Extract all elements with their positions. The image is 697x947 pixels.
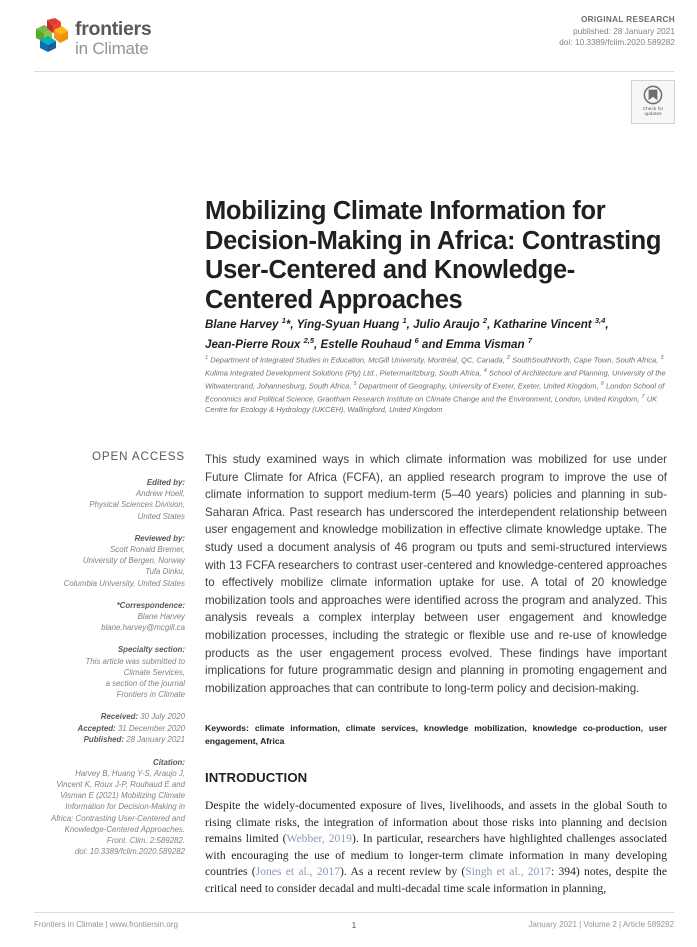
specialty-line-2: Climate Services,	[123, 667, 185, 677]
received-date	[30, 711, 185, 722]
footer-volume-article: January 2021 | Volume 2 | Article 589282	[528, 920, 674, 929]
reviewed-by-group	[30, 533, 185, 589]
check-updates-line2: updates	[644, 111, 662, 117]
edited-by-group	[30, 477, 185, 522]
affiliations: $^1$ Department of Integrated Studies in Education, McGill University, Montréal, QC, Canada, $^2$ SouthSouthNorth, Cape Town, South Africa, $^3$ Kulima Integrated Development Solutions (Pty) Ltd., Pietermaritzburg, South Africa, $^4$ School of Architecture and Planning, University of the Witwatersrand, Johannesburg, South Africa, $^5$ Department of Geography, University of Exeter, Exeter, United Kingdom, $^6$ London School of Economics and Political Science, Grantham Research Institute on Climate Change and the Environment, London, United Kingdom, $^7$ UK Centre for Ecology & Hydrology (UKCEH), Wallingford, United Kingdom	[205, 355, 666, 415]
citation-line-1: Harvey B, Huang Y-S, Araujo J,	[75, 768, 185, 778]
received-label: Received:	[100, 712, 139, 722]
author-line-2: Jean-Pierre Roux $^{2,5}$, Estelle Rouhaud $^6$ and Emma Visman $^7$	[205, 336, 532, 352]
specialty-section-group	[30, 644, 185, 700]
doi-label[interactable]: doi: 10.3389/fclim.2020.589282	[559, 38, 675, 47]
correspondence-group	[30, 600, 185, 634]
author-list	[205, 313, 667, 354]
logo-brand-text: frontiers	[75, 18, 152, 40]
correspondence-label: *Correspondence:	[116, 600, 185, 610]
specialty-line-4: Frontiers in Climate	[116, 690, 185, 700]
reviewed-by-label: Reviewed by:	[134, 533, 185, 543]
crossmark-icon	[643, 85, 663, 105]
published-label: Published:	[83, 735, 124, 745]
editor-affiliation: Physical Sciences Division,	[89, 500, 185, 510]
abstract-text: This study examined ways in which climate information was mobilized for use under Future Climate for Africa (FCFA), an applied research program to improve the use of climate information to support medium-term (5–40 years) policies and planning in sub-Saharan Africa. Past research has underscored the interdependent relationship between user engagement and knowledge mobilization in effective climate knowledge uptake. The study used a document analysis of 46 program ou tputs and semi-structured interviews with 13 FCFA researchers to contrast user-centered and knowledge-centered approaches to effectively mobilize climate information uptake for use. A total of 20 knowledge mobilization tools and approaches were identified across the program and analyzed. This analysis reveals a complex interplay between user engagement and knowledge mobilization processes, including the strategic or flexible use and re-use of knowledge products as the user engagement process evolved. These findings have important implications for future programmatic design and planning in promoting engagement and mobilization approaches that can contribute to long-term policy and decision-making.	[205, 453, 667, 695]
editor-country: United States	[137, 511, 185, 521]
citation-line-6: Knowledge-Centered Approaches.	[64, 824, 185, 834]
reviewer-2-name: Tufa Dinku,	[145, 567, 185, 577]
editor-name: Andrew Hoell,	[135, 489, 185, 499]
published-date-label: published: 28 January 2021	[573, 26, 675, 36]
frontiers-cubes-icon	[34, 18, 68, 54]
frontiers-wordmark	[75, 18, 151, 58]
accepted-label: Accepted:	[77, 723, 116, 733]
specialty-line-1: This article was submitted to	[85, 656, 185, 666]
keywords-block	[205, 722, 667, 747]
keywords-label: Keywords:	[205, 723, 249, 733]
article-dates-group	[30, 711, 185, 745]
citation-line-3: Visman E (2021) Mobilizing Climate	[60, 791, 185, 801]
citation-label: Citation:	[153, 757, 185, 767]
frontiers-logo[interactable]	[34, 18, 151, 58]
logo-journal-text: in Climate	[75, 39, 149, 58]
reviewer-1-name: Scott Ronald Bremer,	[110, 545, 185, 555]
page-footer	[34, 920, 674, 929]
accepted-date	[30, 723, 185, 734]
correspondence-name: Blane Harvey	[137, 612, 185, 622]
keywords-list: climate information, climate services, knowledge mobilization, knowledge co-production, user engagement, Africa	[205, 723, 668, 746]
citation-doi[interactable]: doi: 10.3389/fclim.2020.589282	[74, 847, 185, 857]
citation-line-7: Front. Clim. 2:589282.	[106, 836, 185, 846]
article-type-label: ORIGINAL RESEARCH	[580, 15, 675, 24]
footer-journal-url[interactable]: Frontiers in Climate | www.frontiersin.org	[34, 920, 178, 929]
masthead	[0, 0, 697, 75]
citation-line-4: Information for Decision-Making in	[65, 802, 185, 812]
footer-page-number: 1	[351, 920, 357, 930]
author-line-1: Blane Harvey $^1$*, Ying-Syuan Huang $^1$, Julio Araujo $^2$, Katharine Vincent $^{3,4}$,	[205, 316, 609, 331]
article-meta-header	[559, 14, 675, 49]
citation-line-5: Africa: Contrasting User-Centered and	[50, 813, 185, 823]
published-date	[30, 734, 185, 745]
footer-divider	[34, 912, 674, 913]
citation-line-2: Vincent K, Roux J-P, Rouhaud E and	[56, 780, 185, 790]
citation-group	[30, 757, 185, 858]
specialty-line-3: a section of the journal	[105, 679, 185, 689]
correspondence-email[interactable]: blane.harvey@mcgill.ca	[101, 623, 185, 633]
sidebar	[30, 450, 185, 869]
published-value: 28 January 2021	[126, 735, 185, 745]
received-value: 30 July 2020	[140, 712, 185, 722]
reviewer-2-affiliation: Columbia University, United States	[63, 578, 185, 588]
header-divider	[34, 71, 674, 72]
accepted-value: 31 December 2020	[117, 723, 185, 733]
edited-by-label: Edited by:	[146, 478, 185, 487]
open-access-label: OPEN ACCESS	[91, 450, 185, 463]
introduction-paragraph: Despite the widely-documented exposure of lives, livelihoods, and assets in the global South to rising climate risks, the integration of information about those risks into planning and decision remains limited (Webber, 2019). In particular, researchers have highlighted challenges associated with encouraging the use of medium to longer-term climate information in many developing countries (Jones et al., 2017). As a recent review by (Singh et al., 2017: 394) notes, despite the critical need to consider decadal and multi-decadal time scale information in planning,	[205, 799, 667, 895]
check-for-updates-badge[interactable]	[631, 80, 675, 124]
section-heading-introduction: INTRODUCTION	[205, 770, 308, 785]
reviewer-1-affiliation: University of Bergen, Norway	[82, 556, 185, 566]
specialty-section-label: Specialty section:	[117, 645, 185, 655]
check-updates-line1: Check for	[642, 106, 664, 111]
page-title: Mobilizing Climate Information for Decision-Making in Africa: Contrasting User-Centered and Knowledge-Centered Approaches	[205, 197, 662, 314]
